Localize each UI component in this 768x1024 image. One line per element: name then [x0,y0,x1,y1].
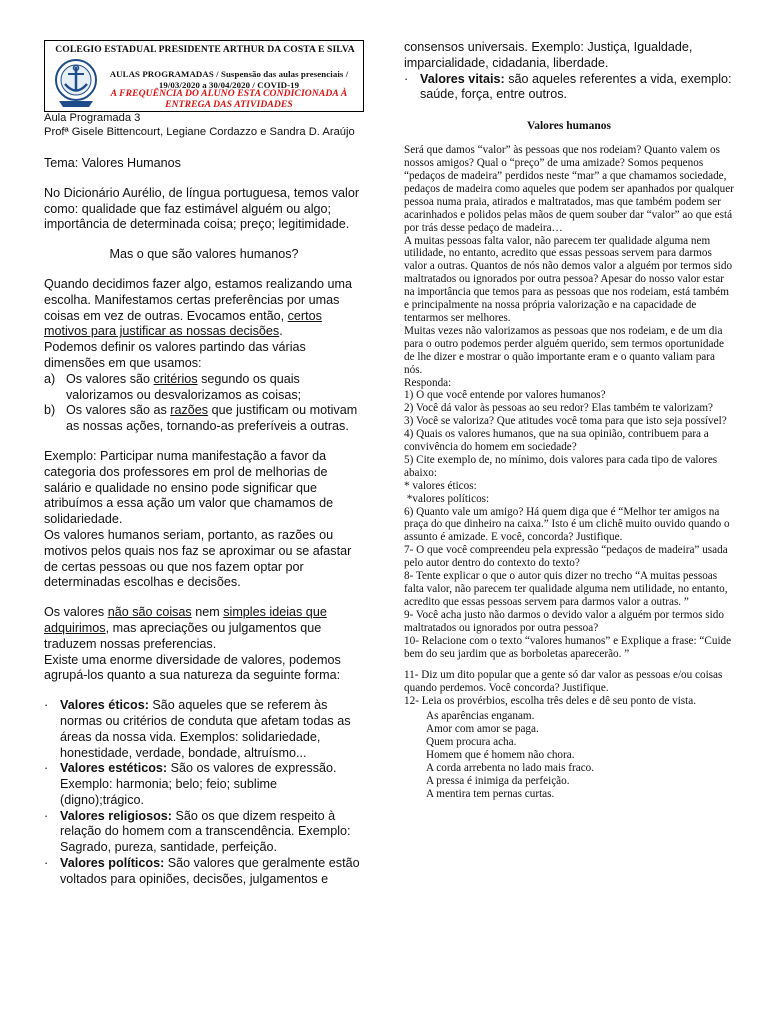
valores-esteticos-item [44,761,364,808]
valores-vitais-item [404,72,734,104]
p4-underlined-2: simples ideias que adquirimos [44,605,327,635]
valores-religiosos-item [44,809,364,856]
valores-politicos-desc: São valores que geralmente estão voltados para opiniões, decisões, julgamentos e [60,856,360,886]
p4-b: nem [191,605,224,620]
question-heading: Mas o que são valores humanos? [109,247,299,262]
valores-politicos-item [44,856,364,888]
item-b-text [66,403,364,435]
valores-eticos-desc: São aqueles que se referem às normas ou critérios de conduta que afetam todas as áreas da nossa vida. Exemplos: solidariedade, honestidade, verdade, bondade, altruísmo... [60,698,351,760]
proverbs-list [404,710,734,800]
bullet-dot: · [44,698,49,713]
bullet-dot: · [404,71,409,86]
valores-eticos-text [60,698,364,761]
p4-underlined-1: não são coisas [107,605,192,620]
proverb-item: A pressa é inimiga da perfeição. [426,774,570,787]
valores-religiosos-title: Valores religiosos: [60,808,172,823]
question-5-politicos: *valores políticos: [404,492,490,505]
question-5-eticos: * valores éticos: [404,479,477,492]
aula-label: Aula Programada 3 [44,112,141,124]
valores-esteticos-title: Valores estéticos: [60,761,168,776]
valores-vitais-title: Valores vitais: [420,71,505,86]
p4-c: , mas apreciações ou julgamentos que traduzem nossas preferencias. [44,620,322,651]
valores-eticos-item [44,698,364,761]
article-paragraph-3: Muitas vezes não valorizamos as pessoas que nos rodeiam, e de um dia para o outro podemos perder alguém querido, sem termos oportunidade de lhe dizer e mostrar o quão importante eram e o quanto valiam para nós. [404,324,724,376]
choices-paragraph [44,277,364,340]
attendance-warning: A FREQUÊNCIA DO ALUNO ESTA CONDICIONADA À ENTREGA DAS ATIVIDADES [110,88,348,110]
valores-politicos-title: Valores políticos: [60,856,165,871]
question-6: 6) Quanto vale um amigo? Há quem diga que é “Melhor ter amigos na praça do que dinheiro na caixa.” Isto é um clichê muito ouvido quando o assunto é amizade. E você, concorda? Justifique. [404,505,730,544]
proverb-item: Quem procura acha. [426,735,517,748]
item-b-label: b) [44,403,56,418]
valores-religiosos-desc: São os que dizem respeito à relação do homem com a transcendência. Exemplo: Sagrado, pureza, santidade, perfeição. [60,808,351,855]
question-12: 12- Leia os provérbios, escolha três deles e dê seu ponto de vista. [404,695,697,708]
article-paragraph-1: Será que damos “valor” às pessoas que nos rodeiam? Quanto valem os nossos amigos? Qual o “preço” de uma amizade? Somos pequenos “pedaços de madeira” perdidos neste “mar” a que chamamos sociedade, pedaços de madeira como aqueles que podem ser apanhados por qualquer pessoa numa praia, atirados e maltratados, mas que também podem ser acarinhados e polidos pelas mãos de quem souber dar “valor” ao que está por trás desse pedaço de madeira… [404,144,734,234]
not-things-paragraph [44,605,364,652]
item-b [44,403,364,435]
item-a-text [66,372,364,404]
question-1: 1) O que você entende por valores humanos? [404,389,606,402]
bullet-dot: · [44,808,49,823]
intro-paragraph: No Dicionário Aurélio, de língua portuguesa, temos valor como: qualidade que faz estimável alguém ou algo; importância de determinada coisa; preço; legitimidade. [44,185,360,232]
question-2: 2) Você dá valor às pessoas ao seu redor? Elas também te valorizam? [404,402,713,415]
p1-underlined: certos motivos para justificar as nossas decisões [44,308,322,339]
teachers-line: Profª Gisele Bittencourt, Legiane Cordazzo e Sandra D. Araújo [44,125,355,138]
item-a-post: segundo os quais valorizamos ou desvalorizamos as coisas; [66,371,302,402]
item-a-pre: Os valores são [66,371,154,386]
item-b-post: que justificam ou motivam as nossas ações, tornando-as preferíveis a outras. [66,403,358,434]
proverb-item: Homem que é homem não chora. [426,748,575,761]
article-text [404,144,734,800]
example-paragraph: Exemplo: Participar numa manifestação a favor da categoria dos professores em prol de melhorias de salário e qualidade no ensino pode significar que atribuímos a essa ação um valor que chamamos de solidariedade. [44,448,334,527]
valores-politicos-text [60,856,364,888]
bullet-dot: · [44,856,49,871]
question-4: 4) Quais os valores humanos, que na sua opinião, contribuem para a convivência do homem em sociedade? [404,428,709,454]
question-11: 11- Diz um dito popular que a gente só dar valor as pessoas e/ou coisas quando perdemos. Você concorda? Justifique. [404,669,723,695]
question-8: 8- Tente explicar o que o autor quis dizer no trecho “A muitas pessoas falta valor, não parecem ter qualidade alguma nem utilidade, no entanto, acredito que essas pessoas servem para darmos valor a outras. ” [404,570,728,608]
proverb-item: As aparências enganam. [426,710,535,723]
question-3: 3) Você se valoriza? Que atitudes você toma para que isto seja possível? [404,415,727,428]
question-7: 7- O que você compreendeu pela expressão “pedaços de madeira” usada pelo autor dentro do contexto do texto? [404,544,728,570]
item-b-pre: Os valores são as [66,403,171,418]
tema-heading: Tema: Valores Humanos [44,156,181,170]
right-column [404,40,734,801]
aulas-line: AULAS PROGRAMADAS / Suspensão das aulas presenciais / 19/03/2020 a 30/04/2020 / COVID-19 [109,69,349,90]
p4-a: Os valores [44,605,108,620]
valores-vitais-desc: são aqueles referentes a vida, exemplo: saúde, força, entre outros. [420,71,732,102]
question-9: 9- Você acha justo não darmos o devido valor a alguém por termos sido maltratados ou ignorados por outra pessoa? [404,608,724,634]
proverb-item: A mentira tem pernas curtas. [426,787,555,800]
question-10: 10- Relacione com o texto “valores humanos” e Explique a frase: “Cuide bem do seu jardim que as borboletas aparecerão. ” [404,634,732,660]
proverb-item: Amor com amor se paga. [426,723,539,736]
article-paragraph-2: A muitas pessoas falta valor, não parecem ter qualidade alguma nem utilidade, no entanto, acredito que essas pessoas servem para darmos valor a outras. Quantos de nós não demos valor a alguém por termos sido maltratados ou ignorados por outra pessoa? Apesar do nosso valor estar na importância que temos para as pessoas que nos rodeiam, está também e principalmente na nossa própria valorização e na capacidade de tentarmos ser melhores. [404,234,733,324]
reasons-paragraph: Os valores humanos seriam, portanto, as razões ou motivos pelos quais nos faz se aproximar ou se afastar de certas pessoas ou que nos fazem optar por determinadas escolhas e decisões. [44,527,352,590]
bullet-dot: · [44,761,49,776]
valores-eticos-title: Valores éticos: [60,698,149,713]
consensos-continuation: consensos universais. Exemplo: Justiça, Igualdade, imparcialidade, cidadania, liberdade. [404,40,693,70]
anchor-crest-icon [51,55,101,109]
proverb-item: A corda arrebenta no lado mais fraco. [426,761,595,774]
valores-humanos-title: Valores humanos [526,120,612,133]
responda-label: Responda: [404,376,452,389]
school-name: COLEGIO ESTADUAL PRESIDENTE ARTHUR DA COSTA E SILVA [55,44,355,55]
p1-end: . [279,324,283,339]
school-header [44,40,364,112]
valores-esteticos-text [60,761,364,808]
left-column [44,112,364,888]
dimensions-paragraph: Podemos definir os valores partindo das várias dimensões em que usamos: [44,340,306,370]
question-5: 5) Cite exemplo de, no mínimo, dois valores para cada tipo de valores abaixo: [404,453,718,479]
item-a [44,372,364,404]
diversity-paragraph: Existe uma enorme diversidade de valores, podemos agrupá-los quanto a sua natureza da seguinte forma: [44,652,341,683]
item-a-underlined: critérios [153,371,198,386]
valores-vitais-text [420,72,734,104]
item-b-underlined: razões [170,403,209,418]
item-a-label: a) [44,371,56,386]
valores-esteticos-desc: São os valores de expressão. Exemplo: harmonia; belo; feio; sublime (digno);trágico. [60,761,337,807]
p1-text: Quando decidimos fazer algo, estamos realizando uma escolha. Manifestamos certas preferências por umas coisas em vez de outras. Evocamos então, [44,276,353,323]
valores-religiosos-text [60,809,364,856]
